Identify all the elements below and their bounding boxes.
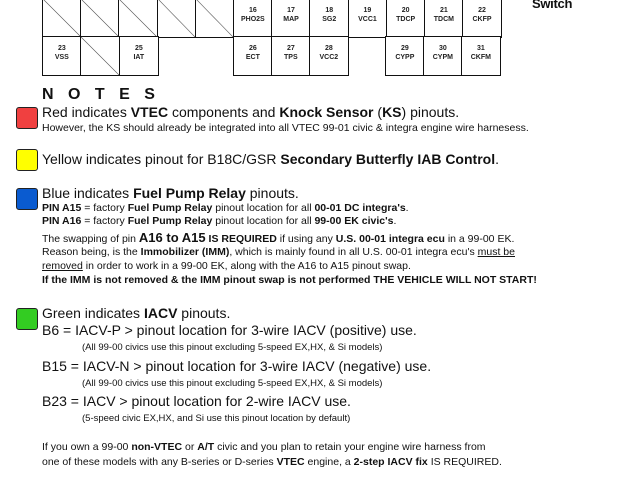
pin-name: VCC1 — [358, 16, 377, 23]
pin-name: IAT — [133, 54, 145, 61]
unused-pin-cell — [157, 0, 197, 38]
pin-number: 25 — [134, 45, 143, 52]
blue-note-line5: Reason being, is the Immobilizer (IMM), which is mainly found in all U.S. 00-01 integra ecu's must be — [42, 246, 515, 258]
pin-cell — [233, 0, 273, 38]
pin-number: 19 — [363, 7, 372, 14]
green-note-b23-detail: (5-speed civic EX,HX, and Si use this pinout location by default) — [82, 413, 351, 424]
red-swatch — [16, 107, 38, 129]
green-swatch — [16, 308, 38, 330]
pin-number: 23 — [57, 45, 66, 52]
pin-name: TPS — [284, 54, 298, 61]
pin-cell — [119, 36, 159, 76]
pin-number: 27 — [286, 45, 295, 52]
pin-name: CKFP — [472, 16, 492, 23]
blue-note-line2: PIN A15 = factory Fuel Pump Relay pinout location for all 00-01 DC integra's. — [42, 202, 409, 214]
pin-cell — [385, 36, 425, 76]
unused-pin-cell — [80, 36, 120, 76]
pin-cell — [309, 0, 349, 38]
red-note-line2: However, the KS should already be integrated into all VTEC 99-01 civic & integra engine wire harnesess. — [42, 122, 529, 134]
pin-cell — [462, 0, 502, 38]
pin-cell — [309, 36, 349, 76]
pin-cell — [42, 36, 82, 76]
footer-line1: If you own a 99-00 non-VTEC or A/T civic and you plan to retain your engine wire harness from — [42, 441, 486, 453]
unused-pin-cell — [42, 0, 82, 38]
blue-note-line7: If the IMM is not removed & the IMM pinout swap is not performed THE VEHICLE WILL NOT START! — [42, 274, 537, 286]
pin-cell — [271, 36, 311, 76]
pin-name: TDCP — [396, 16, 416, 23]
green-note-line1: Green indicates IACV pinouts. — [42, 305, 231, 321]
green-note-b23: B23 = IACV > pinout location for 2-wire IACV use. — [42, 393, 351, 409]
blue-note-line6: removed in order to work in a 99-00 EK, along with the A16 to A15 pinout swap. — [42, 260, 411, 272]
pin-name: SG2 — [322, 16, 337, 23]
pin-number: 20 — [401, 7, 410, 14]
green-note-b6: B6 = IACV-P > pinout location for 3-wire IACV (positive) use. — [42, 322, 417, 338]
pin-cell — [461, 36, 501, 76]
pin-name: VCC2 — [319, 54, 339, 61]
green-note-b15-detail: (All 99-00 civics use this pinout excluding 5-speed EX,HX, & Si models) — [82, 378, 383, 389]
pin-name: PHO2S — [240, 16, 265, 23]
pin-cell — [348, 0, 388, 38]
pin-cell — [424, 0, 464, 38]
pin-number: 30 — [438, 45, 447, 52]
pin-cell — [386, 0, 426, 38]
pin-name: MAP — [283, 16, 299, 23]
pin-number: 31 — [476, 45, 485, 52]
blue-note-line4: The swapping of pin A16 to A15 IS REQUIRED if using any U.S. 00-01 integra ecu in a 99-00 EK. — [42, 230, 515, 245]
pin-number: 29 — [400, 45, 409, 52]
pin-number: 28 — [324, 45, 333, 52]
unused-pin-cell — [80, 0, 120, 38]
unused-pin-cell — [118, 0, 158, 38]
pin-cell — [423, 36, 463, 76]
pin-name: TDCM — [433, 16, 454, 23]
pin-number: 18 — [325, 7, 334, 14]
pin-name: VSS — [54, 54, 69, 61]
pin-number: 22 — [478, 7, 486, 14]
yellow-note-line1: Yellow indicates pinout for B18C/GSR Secondary Butterfly IAB Control. — [42, 151, 499, 167]
pin-name: ECT — [245, 54, 260, 61]
red-note-line1: Red indicates VTEC components and Knock Sensor (KS) pinouts. — [42, 104, 460, 120]
notes-title: N O T E S — [42, 86, 160, 103]
switch-label: Switch — [532, 0, 573, 11]
pin-cell — [233, 36, 273, 76]
pin-name: CYPM — [432, 54, 453, 61]
pin-number: 16 — [248, 7, 257, 14]
pin-number: 21 — [439, 7, 448, 14]
green-note-b15: B15 = IACV-N > pinout location for 3-wire IACV (negative) use. — [42, 358, 432, 374]
yellow-swatch — [16, 149, 38, 171]
blue-note-line1: Blue indicates Fuel Pump Relay pinouts. — [42, 185, 299, 201]
blue-swatch — [16, 188, 38, 210]
pin-number: 26 — [248, 45, 257, 52]
footer-line2: one of these models with any B-series or D-series VTEC engine, a 2-step IACV fix IS REQUIRED. — [42, 456, 502, 468]
pin-name: CYPP — [395, 54, 415, 61]
blue-note-line3: PIN A16 = factory Fuel Pump Relay pinout location for all 99-00 EK civic's. — [42, 215, 397, 227]
pin-name: CKFM — [470, 54, 491, 61]
unused-pin-cell — [195, 0, 235, 38]
pin-number: 17 — [287, 7, 295, 14]
green-note-b6-detail: (All 99-00 civics use this pinout excluding 5-speed EX,HX, & Si models) — [82, 342, 383, 353]
pin-cell — [271, 0, 311, 38]
